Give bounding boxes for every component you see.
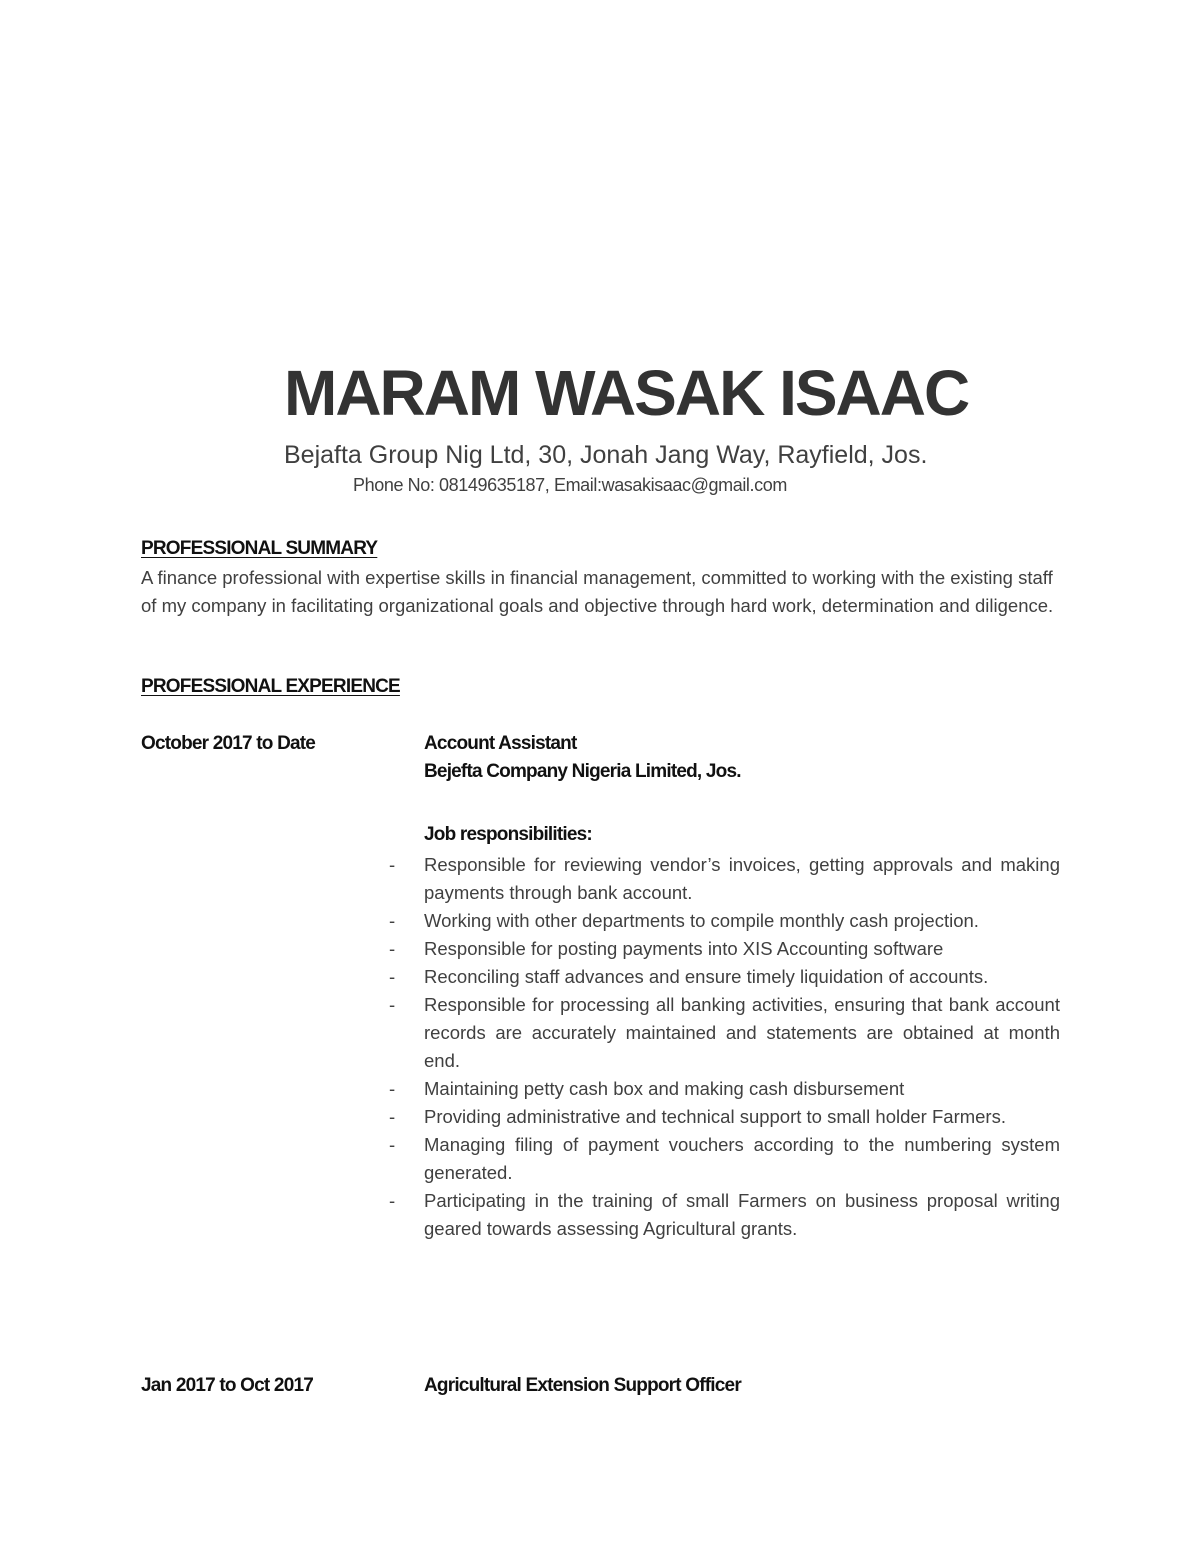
job-1-title: Account Assistant <box>424 733 577 754</box>
summary-heading: PROFESSIONAL SUMMARY <box>141 538 378 559</box>
experience-heading: PROFESSIONAL EXPERIENCE <box>141 676 400 697</box>
bullet-dash: - <box>389 1078 396 1099</box>
address-line: Bejafta Group Nig Ltd, 30, Jonah Jang Way, Rayfield, Jos. <box>284 441 928 469</box>
bullet-dash: - <box>389 938 396 959</box>
summary-text: A finance professional with expertise skills in financial management, committed to working with the existing staff of my company in facilitating organizational goals and objective through hard work, determination and diligence. <box>141 567 1054 616</box>
responsibility-item <box>385 963 1060 991</box>
bullet-dash: - <box>389 854 396 875</box>
responsibility-item <box>385 1103 1060 1131</box>
responsibility-item <box>385 1187 1060 1243</box>
responsibility-item <box>385 1131 1060 1187</box>
responsibility-text: Working with other departments to compile monthly cash projection. <box>424 910 979 931</box>
bullet-dash: - <box>389 966 396 987</box>
contact-line: Phone No: 08149635187, Email:wasakisaac@gmail.com <box>353 475 787 495</box>
candidate-name: MARAM WASAK ISAAC <box>284 357 969 429</box>
responsibility-text: Managing filing of payment vouchers according to the numbering system generated. <box>424 1134 1060 1183</box>
responsibility-item <box>385 907 1060 935</box>
responsibility-text: Responsible for reviewing vendor’s invoices, getting approvals and making payments through bank account. <box>424 854 1060 903</box>
job-1-responsibilities-heading: Job responsibilities: <box>424 824 592 845</box>
responsibility-text: Providing administrative and technical support to small holder Farmers. <box>424 1106 1006 1127</box>
bullet-dash: - <box>389 1106 396 1127</box>
bullet-dash: - <box>389 1190 396 1211</box>
bullet-dash: - <box>389 910 396 931</box>
job-1-dates: October 2017 to Date <box>141 733 316 754</box>
responsibility-item <box>385 1075 1060 1103</box>
responsibility-item <box>385 935 1060 963</box>
bullet-dash: - <box>389 994 396 1015</box>
responsibility-item <box>385 851 1060 907</box>
responsibility-text: Responsible for posting payments into XIS Accounting software <box>424 938 944 959</box>
responsibility-text: Participating in the training of small Farmers on business proposal writing geared towards assessing Agricultural grants. <box>424 1190 1060 1239</box>
job-2-title: Agricultural Extension Support Officer <box>424 1375 741 1396</box>
responsibility-item <box>385 991 1060 1075</box>
bullet-dash: - <box>389 1134 396 1155</box>
responsibility-text: Responsible for processing all banking activities, ensuring that bank account records are accurately maintained and statements are obtained at month end. <box>424 994 1060 1071</box>
job-2-dates: Jan 2017 to Oct 2017 <box>141 1375 313 1396</box>
job-1-company: Bejefta Company Nigeria Limited, Jos. <box>424 761 741 782</box>
responsibility-text: Reconciling staff advances and ensure timely liquidation of accounts. <box>424 966 989 987</box>
job-1-responsibilities-list <box>385 851 1060 1243</box>
responsibility-text: Maintaining petty cash box and making cash disbursement <box>424 1078 905 1099</box>
